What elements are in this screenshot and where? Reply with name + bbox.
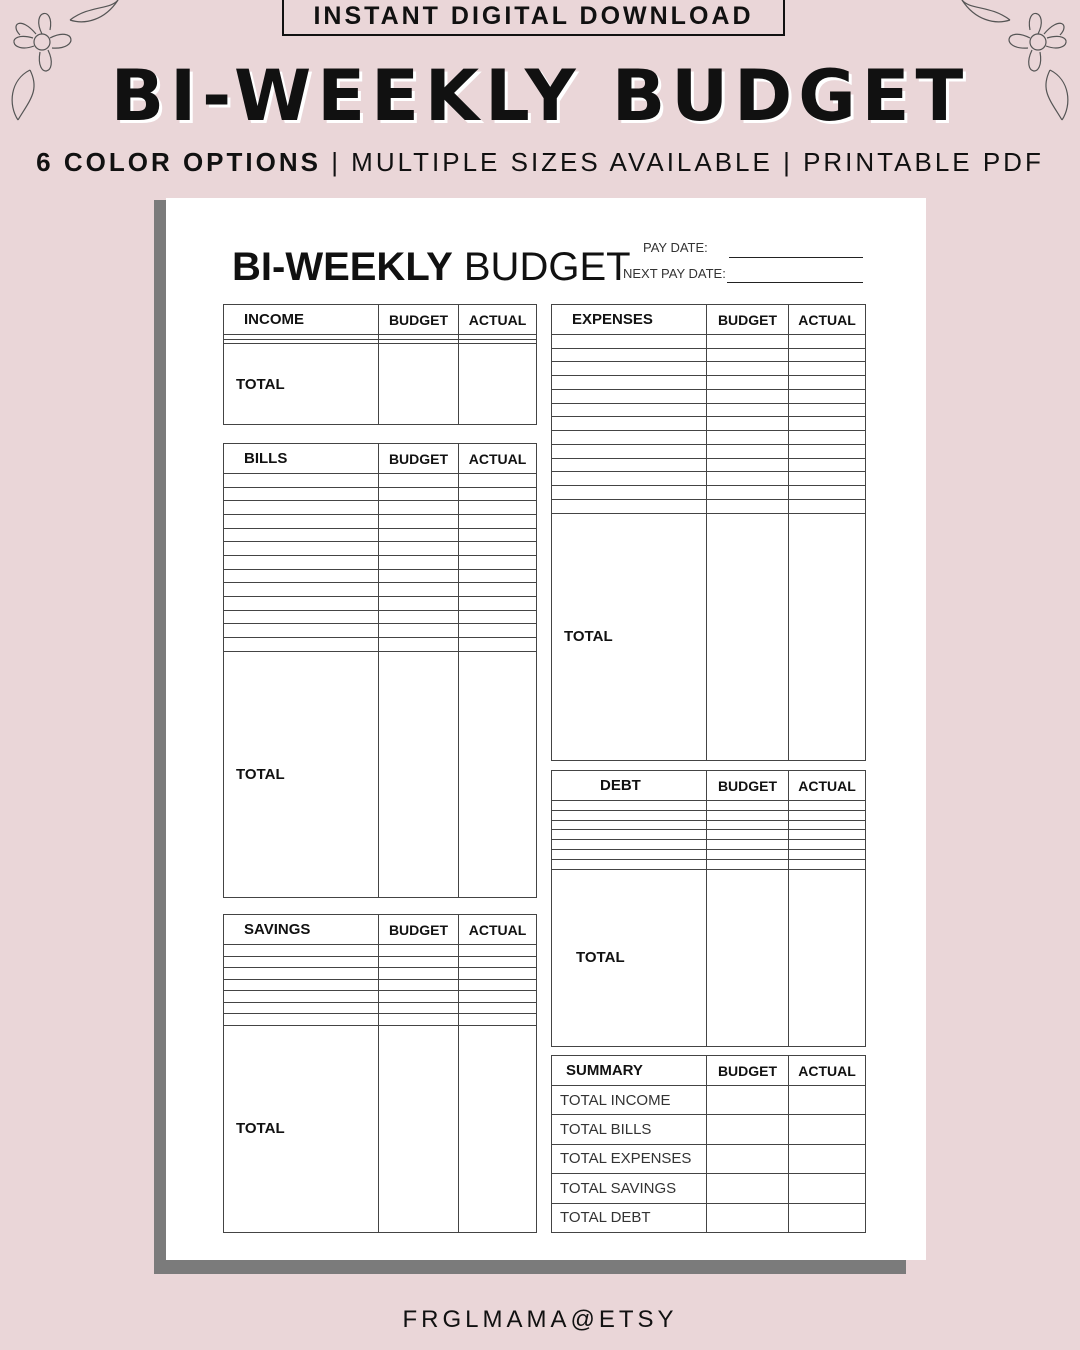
summary-row[interactable] — [552, 1174, 866, 1203]
summary-table — [551, 1055, 866, 1233]
table-row[interactable] — [224, 638, 537, 652]
table-row[interactable] — [552, 820, 866, 830]
table-row[interactable] — [224, 979, 537, 991]
summary-header: SUMMARY — [552, 1056, 707, 1086]
total-label: TOTAL — [224, 1025, 379, 1232]
table-row[interactable] — [552, 472, 866, 486]
actual-header: ACTUAL — [789, 771, 866, 801]
table-row[interactable] — [552, 431, 866, 445]
total-row[interactable] — [224, 344, 537, 425]
table-row[interactable] — [552, 348, 866, 362]
summary-label: TOTAL DEBT — [552, 1203, 707, 1232]
budget-header: BUDGET — [379, 444, 459, 474]
table-row[interactable] — [224, 991, 537, 1003]
income-header: INCOME — [224, 305, 379, 335]
table-row[interactable] — [552, 389, 866, 403]
actual-header: ACTUAL — [459, 915, 537, 945]
table-row[interactable] — [224, 968, 537, 980]
table-row[interactable] — [552, 444, 866, 458]
pay-date-line[interactable] — [729, 257, 863, 258]
table-row[interactable] — [224, 1014, 537, 1026]
table-row[interactable] — [224, 583, 537, 597]
table-row[interactable] — [552, 362, 866, 376]
summary-label: TOTAL BILLS — [552, 1115, 707, 1144]
table-row[interactable] — [224, 474, 537, 488]
bills-header: BILLS — [224, 444, 379, 474]
table-row[interactable] — [552, 801, 866, 811]
expenses-table — [551, 304, 866, 761]
total-label: TOTAL — [224, 651, 379, 897]
table-row[interactable] — [224, 1002, 537, 1014]
table-row[interactable] — [552, 499, 866, 513]
table-row[interactable] — [552, 458, 866, 472]
banner: INSTANT DIGITAL DOWNLOAD — [282, 0, 785, 36]
table-row[interactable] — [552, 486, 866, 500]
savings-table — [223, 914, 537, 1233]
total-row[interactable] — [224, 651, 537, 897]
table-row[interactable] — [552, 830, 866, 840]
table-row[interactable] — [552, 335, 866, 349]
total-label: TOTAL — [552, 513, 707, 760]
sheet-title-light: BUDGET — [452, 245, 631, 289]
shop-footer: FRGLMAMA@ETSY — [402, 1306, 678, 1333]
table-row[interactable] — [224, 528, 537, 542]
next-pay-date-label: NEXT PAY DATE: — [623, 266, 726, 281]
table-row[interactable] — [224, 956, 537, 968]
sheet-title — [232, 242, 631, 292]
table-row[interactable] — [224, 597, 537, 611]
table-row[interactable] — [552, 859, 866, 869]
total-label: TOTAL — [224, 344, 379, 425]
subtitle — [0, 144, 1080, 180]
expenses-header: EXPENSES — [552, 305, 707, 335]
actual-header: ACTUAL — [789, 1056, 866, 1086]
budget-header: BUDGET — [379, 305, 459, 335]
debt-header: DEBT — [552, 771, 707, 801]
table-row[interactable] — [552, 850, 866, 860]
table-row[interactable] — [224, 487, 537, 501]
summary-label: TOTAL INCOME — [552, 1086, 707, 1115]
sheet-title-bold: BI-WEEKLY — [232, 245, 453, 289]
debt-table — [551, 770, 866, 1047]
subtitle-options: 6 COLOR OPTIONS — [36, 147, 321, 177]
table-row[interactable] — [224, 501, 537, 515]
actual-header: ACTUAL — [459, 305, 537, 335]
table-row[interactable] — [552, 810, 866, 820]
table-row[interactable] — [224, 569, 537, 583]
main-title: BI-WEEKLY BUDGET — [110, 55, 970, 137]
table-row[interactable] — [224, 945, 537, 957]
summary-label: TOTAL SAVINGS — [552, 1174, 707, 1203]
budget-header: BUDGET — [379, 915, 459, 945]
income-table — [223, 304, 537, 425]
table-row[interactable] — [224, 542, 537, 556]
actual-header: ACTUAL — [789, 305, 866, 335]
total-row[interactable] — [552, 869, 866, 1046]
budget-header: BUDGET — [707, 771, 789, 801]
budget-sheet — [166, 198, 926, 1260]
table-row[interactable] — [552, 840, 866, 850]
total-row[interactable] — [552, 513, 866, 760]
table-row[interactable] — [224, 556, 537, 570]
summary-label: TOTAL EXPENSES — [552, 1144, 707, 1173]
savings-header: SAVINGS — [224, 915, 379, 945]
summary-row[interactable] — [552, 1115, 866, 1144]
total-row[interactable] — [224, 1025, 537, 1232]
table-row[interactable] — [224, 610, 537, 624]
subtitle-details: | MULTIPLE SIZES AVAILABLE | PRINTABLE PDF — [320, 147, 1044, 177]
table-row[interactable] — [552, 403, 866, 417]
summary-row[interactable] — [552, 1086, 866, 1115]
summary-row[interactable] — [552, 1203, 866, 1232]
pay-date-label: PAY DATE: — [643, 240, 708, 255]
table-row[interactable] — [224, 515, 537, 529]
actual-header: ACTUAL — [459, 444, 537, 474]
next-pay-date-line[interactable] — [727, 282, 863, 283]
budget-header: BUDGET — [707, 1056, 789, 1086]
table-row[interactable] — [552, 417, 866, 431]
budget-header: BUDGET — [707, 305, 789, 335]
table-row[interactable] — [224, 624, 537, 638]
total-label: TOTAL — [552, 869, 707, 1046]
summary-row[interactable] — [552, 1144, 866, 1173]
table-row[interactable] — [552, 376, 866, 390]
bills-table — [223, 443, 537, 898]
